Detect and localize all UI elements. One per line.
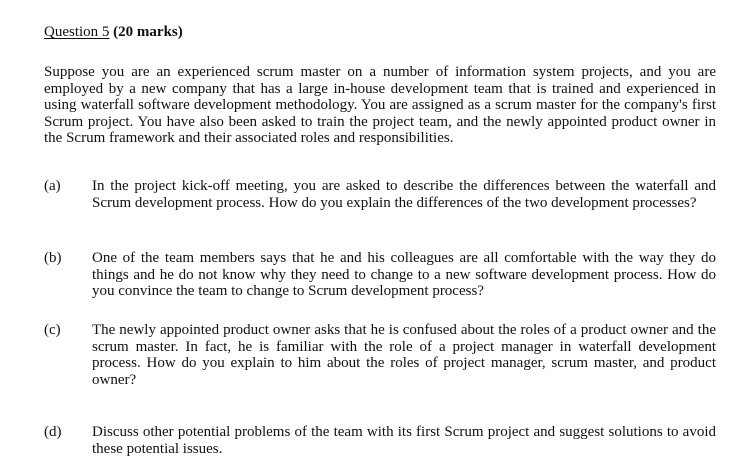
sub-question-d xyxy=(44,424,716,457)
question-number: Question 5 xyxy=(44,24,110,40)
sub-question-letter: (c) xyxy=(44,322,61,338)
sub-question-letter: (b) xyxy=(44,250,62,266)
question-marks: (20 marks) xyxy=(113,24,183,40)
sub-question-letter: (a) xyxy=(44,178,61,194)
sub-question-a xyxy=(44,178,716,211)
sub-question-b xyxy=(44,250,716,300)
scenario-paragraph: Suppose you are an experienced scrum master on a number of information system projects, and you are employed by a new company that has a large in-house development team that is trained and experienced in using waterfall software development methodology. You are assigned as a scrum master for the company's first Scrum project. You have also been asked to train the project team, and the newly appointed product owner in the Scrum framework and their associated roles and responsibilities. xyxy=(44,64,716,146)
sub-question-c xyxy=(44,322,716,388)
sub-question-text: One of the team members says that he and his colleagues are all comfortable with the way they do things and he do not know why they need to change to a new software development process. How do you convince the team to change to Scrum development process? xyxy=(92,250,716,299)
sub-question-text: In the project kick-off meeting, you are asked to describe the differences between the waterfall and Scrum development process. How do you explain the differences of the two development processes? xyxy=(92,178,716,211)
question-heading xyxy=(44,23,183,41)
sub-question-letter: (d) xyxy=(44,424,62,440)
sub-question-text: Discuss other potential problems of the team with its first Scrum project and suggest solutions to avoid these potential issues. xyxy=(92,424,716,457)
sub-question-text: The newly appointed product owner asks that he is confused about the roles of a product owner and the scrum master. In fact, he is familiar with the role of a project manager in waterfall development process. How do you explain to him about the roles of project manager, scrum master, and product owner? xyxy=(92,322,716,388)
